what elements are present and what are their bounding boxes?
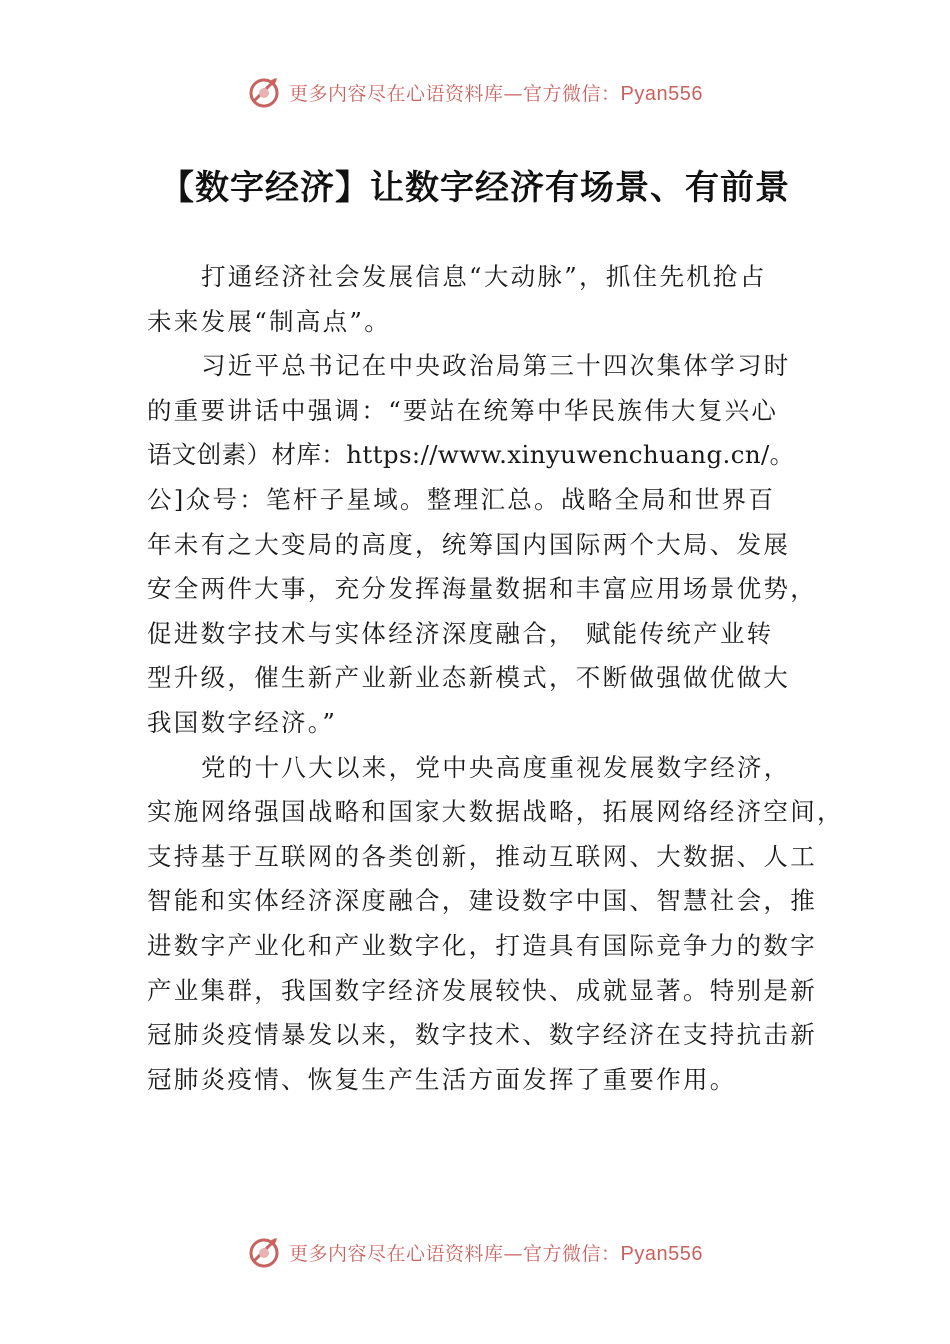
text-line: 实施网络强国战略和国家大数据战略，拓展网络经济空间， <box>147 797 844 827</box>
banner-text: 更多内容尽在心语资料库—官方微信：Pyan556 <box>289 82 703 105</box>
paragraph <box>147 344 837 745</box>
text-line: 党的十八大以来，党中央高度重视发展数字经济， <box>201 752 791 782</box>
text-line: 我国数字经济。” <box>147 707 338 737</box>
text-line: 未来发展“制高点”。 <box>147 306 392 336</box>
logo-icon <box>247 1234 283 1270</box>
header-banner <box>0 72 950 112</box>
text-line: 安全两件大事，充分发挥海量数据和丰富应用场景优势， <box>147 574 817 604</box>
text-line: 年未有之大变局的高度，统筹国内国际两个大局、发展 <box>147 529 791 559</box>
footer-banner <box>0 1232 950 1272</box>
wechat-account: Pyan556 <box>620 82 703 105</box>
text-line: 打通经济社会发展信息“大动脉”，抓住先机抢占 <box>201 262 767 291</box>
paragraph <box>147 255 837 344</box>
paragraph <box>147 746 844 1103</box>
text-line: 语文创素）材库：https://www.xinyuwenchuang.cn/。 <box>147 440 795 470</box>
text-line: 支持基于互联网的各类创新，推动互联网、大数据、人工 <box>147 841 817 871</box>
logo-icon <box>247 74 283 110</box>
article-body <box>147 255 844 1102</box>
page-title: 【数字经济】让数字经济有场景、有前景 <box>160 168 790 208</box>
text-line: 公]众号：笔杆子星域。整理汇总。战略全局和世界百 <box>147 484 776 514</box>
text-line: 冠肺炎疫情暴发以来，数字技术、数字经济在支持抗击新 <box>147 1020 817 1050</box>
text-line: 进数字产业化和产业数字化，打造具有国际竞争力的数字 <box>147 930 817 960</box>
text-line: 产业集群，我国数字经济发展较快、成就显著。特别是新 <box>147 975 817 1005</box>
banner-text: 更多内容尽在心语资料库—官方微信：Pyan556 <box>289 1242 703 1265</box>
wechat-account: Pyan556 <box>620 1242 703 1265</box>
text-line: 智能和实体经济深度融合，建设数字中国、智慧社会，推 <box>147 886 817 916</box>
text-line: 冠肺炎疫情、恢复生产生活方面发挥了重要作用。 <box>147 1064 737 1094</box>
text-line: 促进数字技术与实体经济深度融合， 赋能传统产业转 <box>147 618 774 648</box>
text-line: 的重要讲话中强调：“要站在统筹中华民族伟大复兴心 <box>147 395 779 425</box>
text-line: 习近平总书记在中央政治局第三十四次集体学习时 <box>201 351 791 381</box>
text-line: 型升级，催生新产业新业态新模式，不断做强做优做大 <box>147 663 791 693</box>
